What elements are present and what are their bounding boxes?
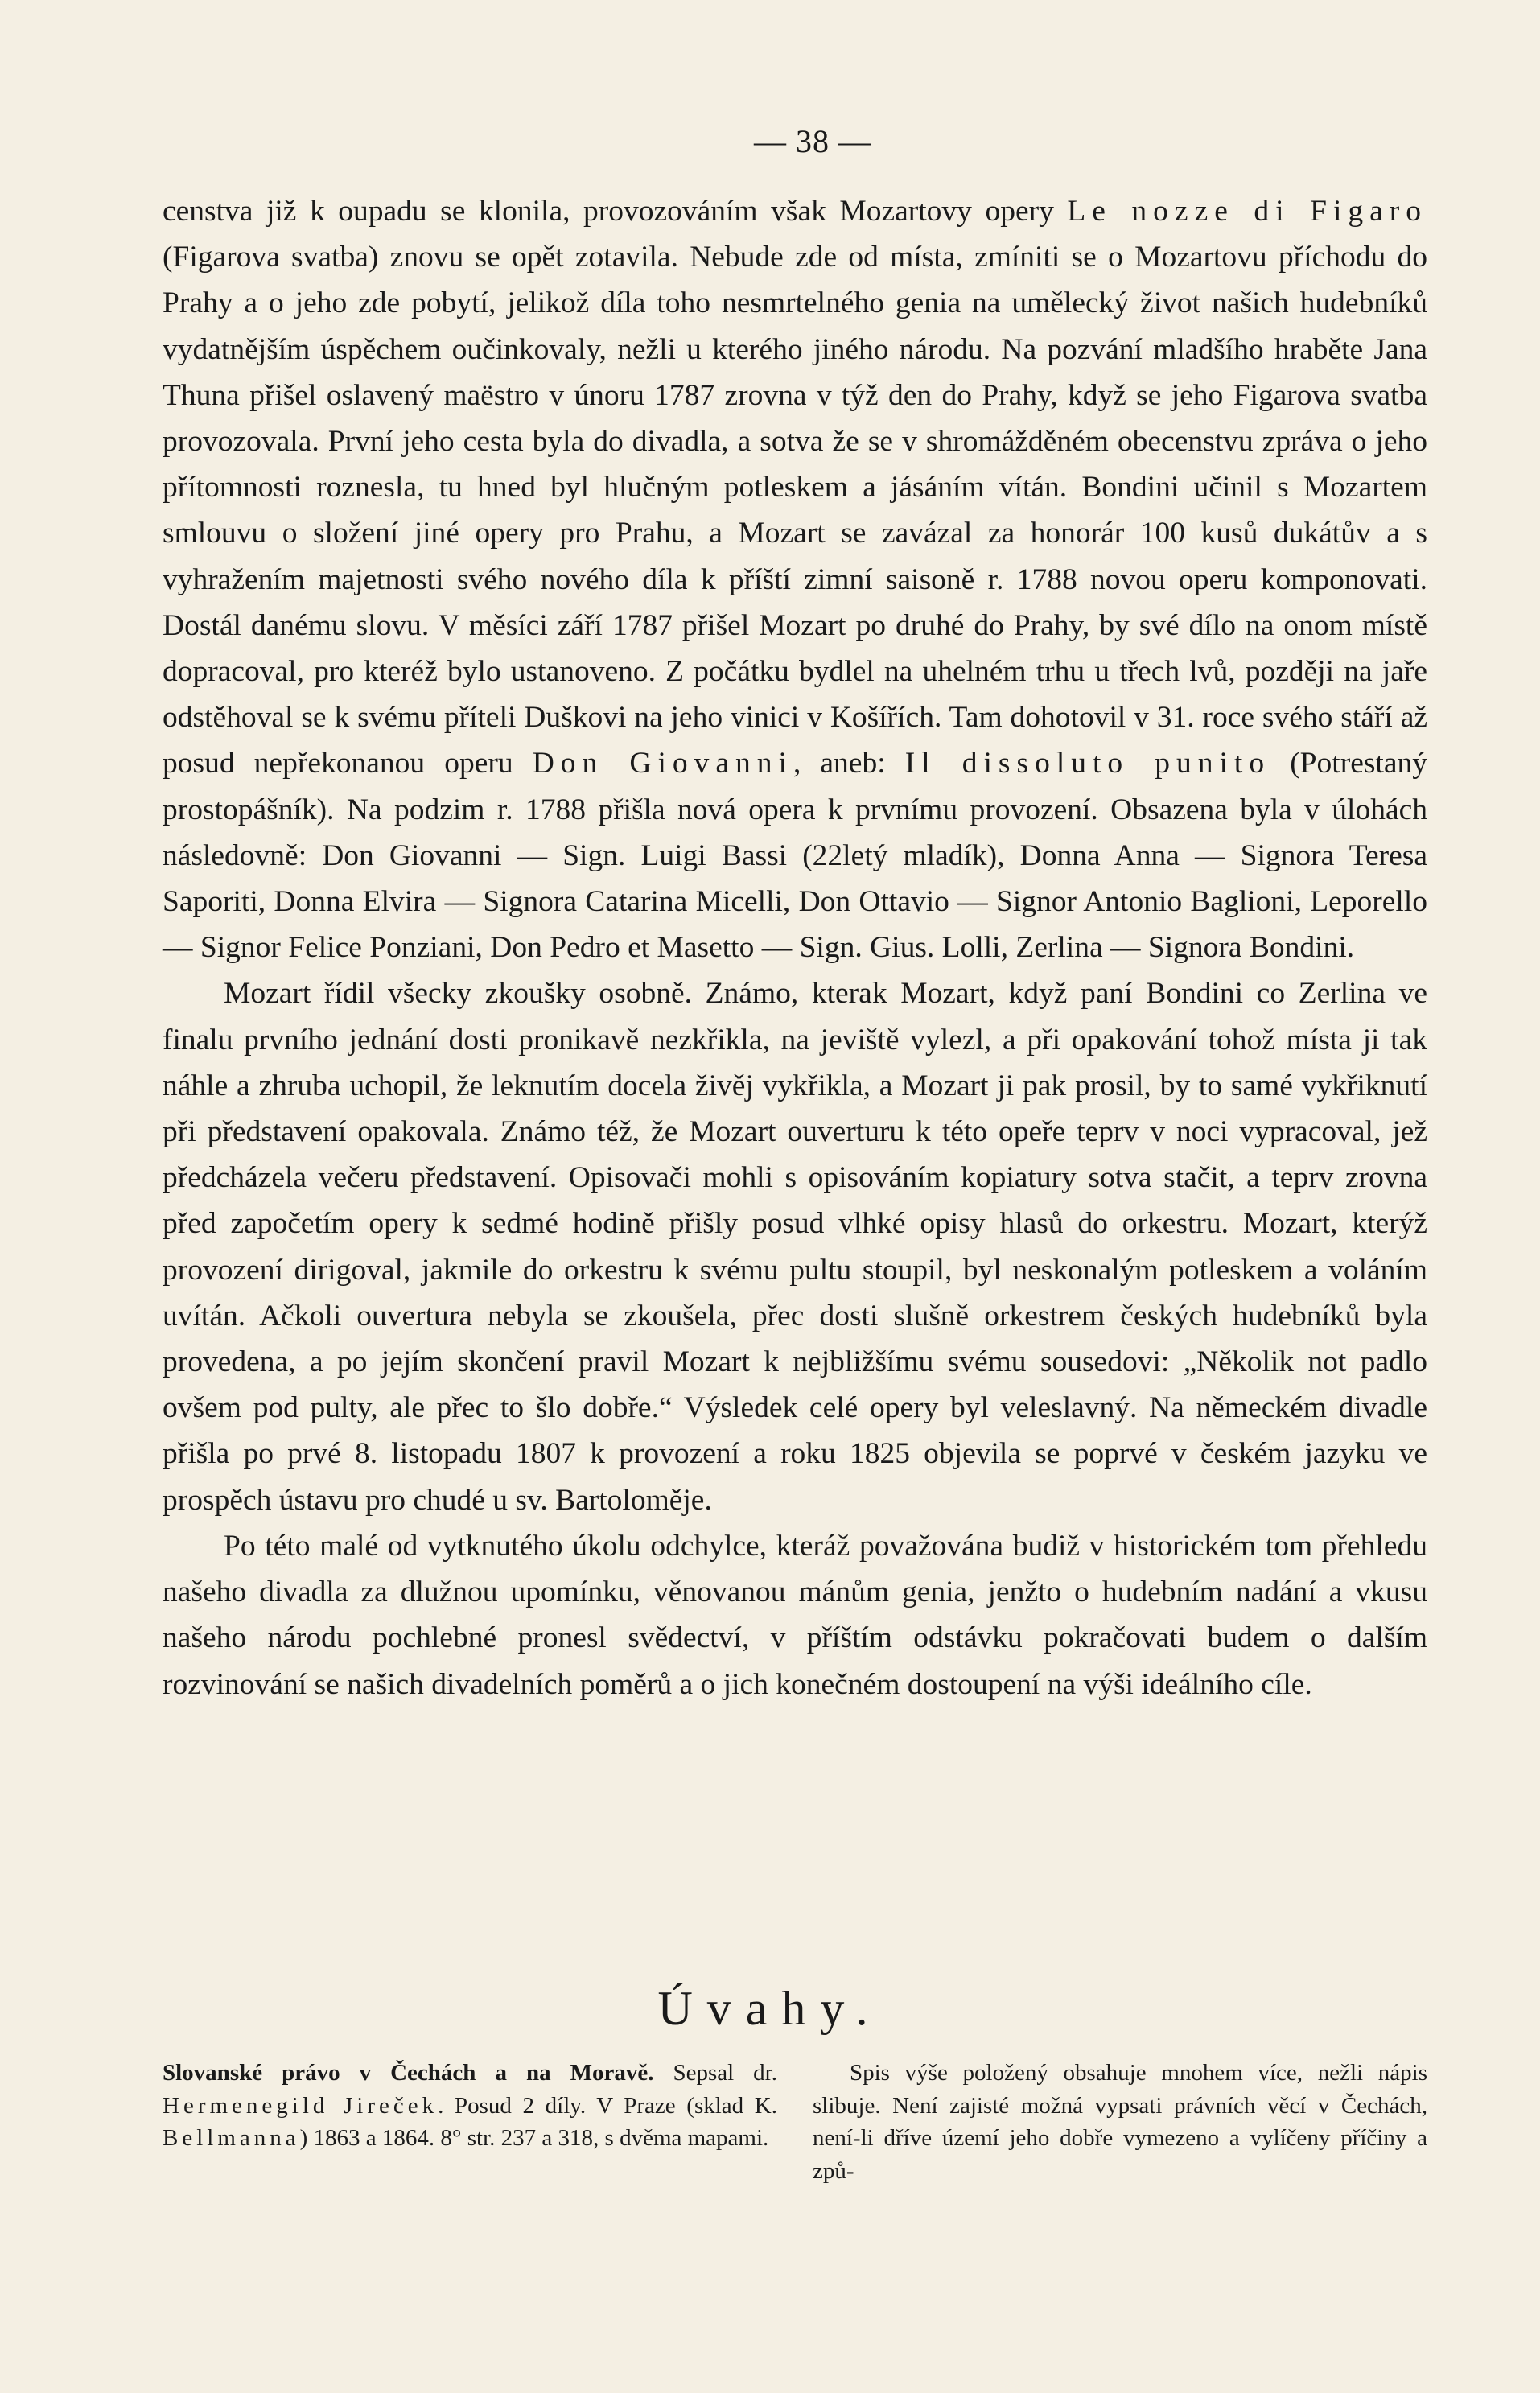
text-run: Il dissoluto punito: [904, 747, 1271, 781]
review-columns: [163, 2057, 1427, 2187]
text-run: (Potrestaný prostopášník). Na podzim r. 1788 přišla nová opera k prvnímu provození. Obsazena byla v úlohách následovně: Don Giovanni — Sign. Luigi Bassi (22letý mladík), Donna Anna — Signora Teresa Saporiti, Donna Elvira — Signora Catarina Micelli, Don Ottavio — Signor Antonio Baglioni, Leporello — Signor Felice Ponziani, Don Pedro et Masetto — Sign. Gius. Lolli, Zerlina — Signora Bondini.: [163, 747, 1427, 965]
review-left-column: [163, 2057, 777, 2187]
text-run: censtva již k oupadu se klonila, provozováním však Mozartovy opery: [163, 195, 1068, 228]
text-run: Le nozze di Figaro: [1067, 195, 1427, 228]
text-run: , aneb:: [793, 747, 905, 781]
text-run: Po této malé od vytknutého úkolu odchylce, kteráž považována budiž v historickém tom přehledu našeho divadla za dlužnou upomínku, věnovanou mánům genia, jenžto o hudebním nadání a vkusu našeho národu pochlebné pronesl svědectví, v příštím odstávku pokračovati budem o dalším rozvinování se našich divadelních poměrů a o jich konečném dostoupení na výši ideálního cíle.: [163, 1529, 1427, 1701]
text-run: . Posud 2 díly. V Praze (sklad K.: [438, 2092, 777, 2119]
section-heading: Úvahy.: [657, 1982, 883, 2035]
review-right-text: [813, 2057, 1427, 2187]
text-run: Spis výše položený obsahuje mnohem více, nežli nápis slibuje. Není zajisté možná vypsati právních věcí v Čechách, není-li dříve území jeho dobře vymezeno a vylíčeny příčiny a způ-: [813, 2060, 1427, 2184]
paragraph-1: [163, 188, 1427, 970]
paragraph-3: [163, 1523, 1427, 1707]
text-run: Slovanské právo v Čechách a na Moravě.: [163, 2060, 654, 2086]
main-text: [163, 188, 1427, 1707]
text-run: (Figarova svatba) znovu se opět zotavila. Nebude zde od místa, zmíniti se o Mozartovu příchodu do Prahy a o jeho zde pobytí, jelikož díla toho nesmrtelného genia na umělecký život našich hudebníků vydatnějším úspěchem oučinkovaly, nežli u kterého jiného národu. Na pozvání mladšího hraběte Jana Thuna přišel oslavený maëstro v únoru 1787 zrovna v týž den do Prahy, když se jeho Figarova svatba provozovala. První jeho cesta byla do divadla, a sotva že se v shromážděném obecenstvu zpráva o jeho přítomnosti roznesla, tu hned byl hlučným potleskem a jásáním vítán. Bondini učinil s Mozartem smlouvu o složení jiné opery pro Prahu, a Mozart se zavázal za honorár 100 kusů dukátův a s vyhražením majetnosti svého nového díla k příští zimní saisoně r. 1788 novou operu komponovati. Dostál danému slovu. V měsíci září 1787 přišel Mozart po druhé do Prahy, by své dílo na onom místě dopracoval, pro kteréž bylo ustanoveno. Z počátku bydlel na uhelném trhu u třech lvů, později na jaře odstěhoval se k svému příteli Duškovi na jeho vinici v Košířích. Tam dohotovil v 31. roce svého stáří až posud nepřekonanou operu: [163, 241, 1427, 781]
text-run: ) 1863 a 1864. 8° str. 237 a 318, s dvěma mapami.: [299, 2125, 769, 2151]
review-right-column: [813, 2057, 1427, 2187]
review-left-text: [163, 2057, 777, 2155]
text-run: Bellmanna: [163, 2125, 300, 2151]
text-run: Hermenegild Jireček: [163, 2092, 439, 2119]
text-run: Mozart řídil všecky zkoušky osobně. Známo, kterak Mozart, když paní Bondini co Zerlina ve finalu prvního jednání dosti pronikavě nezkřikla, na jeviště vylezl, a při opakování tohož místa ji tak náhle a zhruba uchopil, že leknutím docela živěj vykřikla, a Mozart ji pak prosil, by to samé vykřiknutí při představení opakovala. Známo též, že Mozart ouverturu k této opeře teprv v noci vypracoval, jež předcházela večeru představení. Opisovači mohli s opisováním kopiatury sotva stačit, a teprv zrovna před započetím opery k sedmé hodině přišly posud vlhké opisy hlasů do orkestru. Mozart, kterýž provození dirigoval, jakmile do orkestru k svému pultu stoupil, byl neskonalým potleskem a voláním uvítán. Ačkoli ouvertura nebyla se zkoušela, přec dosti slušně orkestrem českých hudebníků byla provedena, a po jejím skončení pravil Mozart k nejbližšímu svému sousedovi: „Několik not padlo ovšem pod pulty, ale přec to šlo dobře.“ Výsledek celé opery byl veleslavný. Na německém divadle přišla po prvé 8. listopadu 1807 k provození a roku 1825 objevila se poprvé v českém jazyku ve prospěch ústavu pro chudé u sv. Bartoloměje.: [163, 977, 1427, 1517]
text-run: Sepsal dr.: [653, 2060, 777, 2086]
text-run: Don Giovanni: [532, 747, 793, 781]
page-number: — 38 —: [754, 123, 871, 159]
paragraph-2: [163, 970, 1427, 1522]
